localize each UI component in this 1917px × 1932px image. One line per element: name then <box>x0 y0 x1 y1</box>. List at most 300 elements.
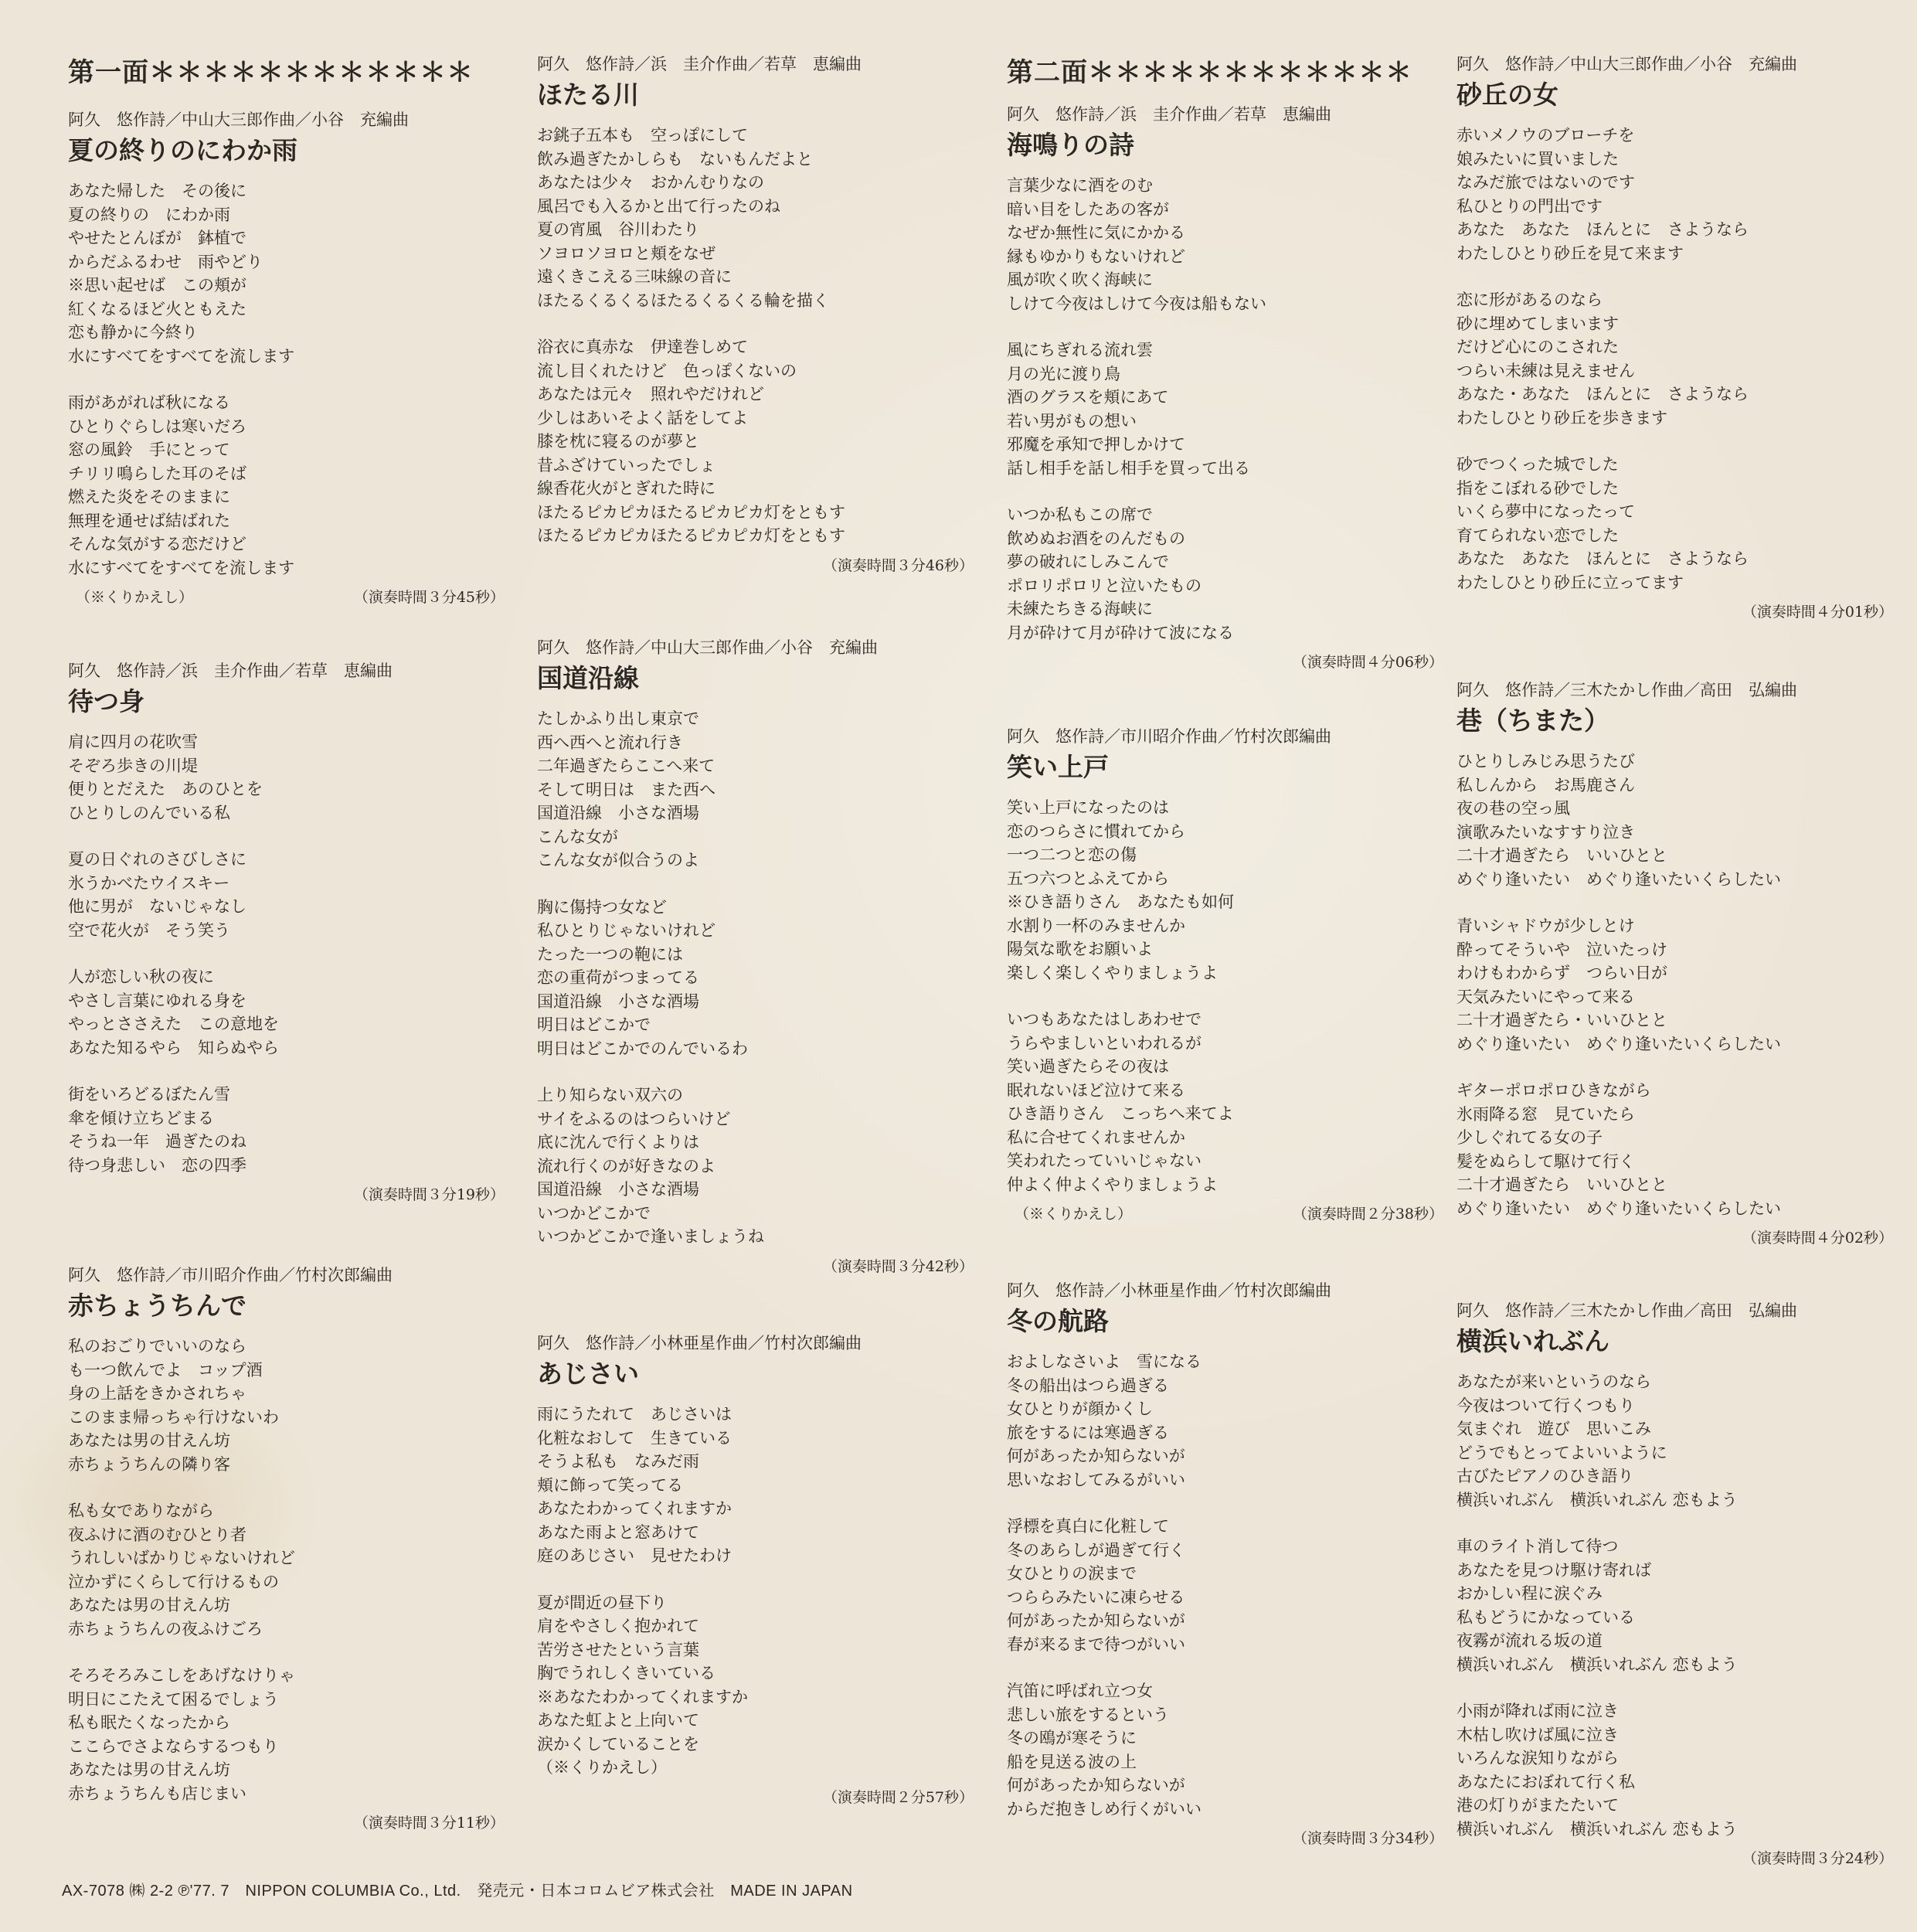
lyric-line: 明日はどこかで <box>537 1015 651 1034</box>
play-time: （演奏時間３分46秒） <box>822 556 974 574</box>
lyric-line: 笑い過ぎたらその夜は <box>1007 1057 1169 1076</box>
lyric-line: なみだ旅ではないのです <box>1456 173 1635 192</box>
song-block <box>537 1332 974 1809</box>
lyric-stanza <box>1007 1008 1443 1196</box>
lyric-line: 夏の宵風 谷川わたり <box>537 220 699 239</box>
lyric-line: 底に沈んで行くよりは <box>537 1133 699 1151</box>
song-block <box>537 636 974 1278</box>
lyric-line: 私に合せてくれませんか <box>1007 1128 1185 1147</box>
play-time: （演奏時間４分02秒） <box>1742 1230 1893 1247</box>
lyric-line: あなたは男の甘えん坊 <box>68 1596 230 1614</box>
song-title: ほたる川 <box>537 80 639 110</box>
lyric-line: ほたるピカピカほたるピカピカ灯をともす <box>537 526 845 545</box>
lyric-line: 恋も静かに今終り <box>68 323 198 342</box>
lyric-line: 国道沿線 小さな酒場 <box>537 804 699 822</box>
lyric-line: 冬のあらしが過ぎて行く <box>1007 1540 1185 1560</box>
lyric-line: 仲よく仲よくやりましょうよ <box>1007 1175 1218 1194</box>
song-title: 笑い上戸 <box>1007 752 1109 782</box>
lyric-line: 邪魔を承知で押しかけて <box>1007 435 1185 454</box>
song-credit: 阿久 悠作詩／小林亜星作曲／竹村次郎編曲 <box>537 1334 862 1352</box>
lyric-line: わたしひとり砂丘を歩きます <box>1456 408 1667 427</box>
lyric-line: 夏の日ぐれのさびしさに <box>68 850 246 869</box>
lyric-line: あなた雨よと窓あけて <box>537 1522 699 1542</box>
lyric-line: 庭のあじさい 見せたわけ <box>537 1546 732 1565</box>
lyric-line: 今夜はついて行くつもり <box>1456 1396 1635 1415</box>
song-footer <box>537 554 974 577</box>
lyric-stanza <box>1007 796 1443 985</box>
lyric-line: ※ひき語りさん あなたも如何 <box>1007 893 1234 911</box>
song-credit: 阿久 悠作詩／三木たかし作曲／高田 弘編曲 <box>1456 681 1797 699</box>
song-credit: 阿久 悠作詩／市川昭介作曲／竹村次郎編曲 <box>68 1266 393 1284</box>
lyric-line: 涙かくしていることを <box>537 1734 699 1753</box>
lyric-line: 若い男がもの想い <box>1007 411 1137 430</box>
song-block <box>1007 1279 1443 1850</box>
lyric-line: 流し目くれたけど 色っぽくないの <box>537 361 797 380</box>
lyric-line: 私もどうにかなっている <box>1456 1607 1635 1627</box>
lyric-line: あなたが来いというのなら <box>1456 1372 1651 1391</box>
lyric-line: 女ひとりの涙まで <box>1007 1564 1137 1583</box>
lyric-line: 笑われたっていいじゃない <box>1007 1151 1202 1170</box>
lyric-line: あなた虹よと上向いて <box>537 1711 699 1730</box>
lyric-line: 縁もゆかりもないけれど <box>1007 247 1185 266</box>
lyric-line: 二十才過ぎたら・いいひとと <box>1456 1011 1667 1029</box>
lyric-line: ※あなたわかってくれますか <box>537 1687 748 1706</box>
lyric-line: ここらでさよならするつもり <box>68 1736 279 1756</box>
song-block <box>1456 1299 1893 1870</box>
lyric-line: 横浜いれぶん 横浜いれぶん 恋もよう <box>1456 1490 1738 1509</box>
lyric-line: も一つ飲んでよ コップ酒 <box>68 1360 263 1379</box>
lyric-line: 私ひとりの門出です <box>1456 196 1603 216</box>
lyric-stanza <box>537 1083 974 1249</box>
lyric-line: 気まぐれ 遊び 思いこみ <box>1456 1420 1651 1438</box>
lyric-stanza <box>1007 1515 1443 1656</box>
lyric-line: ポロリポロリと泣いたもの <box>1007 576 1202 595</box>
lyric-line: ほたるピカピカほたるピカピカ灯をともす <box>537 502 845 522</box>
song-block <box>68 1264 505 1835</box>
lyric-line: そして明日は また西へ <box>537 780 715 799</box>
lyric-line: 飲み過ぎたかしらも ないもんだよと <box>537 149 813 168</box>
lyric-stanza <box>1007 338 1443 480</box>
lyric-stanza <box>1007 1679 1443 1821</box>
lyric-stanza <box>537 1403 974 1568</box>
song-credit: 阿久 悠作詩／浜 圭介作曲／若草 恵編曲 <box>68 662 393 680</box>
lyric-line: 何があったか知らないが <box>1007 1447 1185 1465</box>
lyric-line: 西へ西へと流れ行き <box>537 733 683 752</box>
play-time: （演奏時間３分11秒） <box>353 1815 505 1832</box>
lyric-line: お銚子五本も 空っぽにして <box>537 126 748 145</box>
lyric-line: なぜか無性に気にかかる <box>1007 223 1185 242</box>
repeat-note: （※くりかえし） <box>76 589 194 606</box>
lyric-line: 雨にうたれて あじさいは <box>537 1405 732 1423</box>
lyric-line: からだ抱きしめ行くがいい <box>1007 1799 1202 1818</box>
lyric-line: 一つ二つと恋の傷 <box>1007 845 1137 864</box>
lyric-line: 旅をするには寒過ぎる <box>1007 1423 1169 1442</box>
lyric-line: 私のおごりでいいのなら <box>68 1337 246 1355</box>
lyric-line: そんな気がする恋だけど <box>68 535 246 553</box>
lyric-line: いつか私もこの席で <box>1007 505 1153 524</box>
lyric-line: 青いシャドウが少しとけ <box>1456 917 1635 935</box>
lyric-line: わたしひとり砂丘を見て来ます <box>1456 243 1684 263</box>
lyric-stanza <box>1456 124 1893 265</box>
lyric-line: 流れ行くのが好きなのよ <box>537 1156 715 1175</box>
lyric-line: あなたにおぼれて行く私 <box>1456 1772 1635 1791</box>
lyric-line: 赤ちょうちんの夜ふけごろ <box>68 1619 263 1638</box>
song-footer <box>1456 1847 1893 1870</box>
lyric-line: 風が吹く吹く海峡に <box>1007 270 1153 289</box>
lyric-line: 五つ六つとふえてから <box>1007 869 1169 888</box>
lyric-line: あなたわかってくれますか <box>537 1499 732 1518</box>
song-credit: 阿久 悠作詩／浜 圭介作曲／若草 恵編曲 <box>537 55 862 73</box>
lyric-line: そうね一年 過ぎたのね <box>68 1132 246 1151</box>
song-block <box>1456 679 1893 1250</box>
lyric-line: 肩をやさしく抱かれて <box>537 1617 699 1635</box>
lyric-line: 車のライト消して待つ <box>1456 1537 1619 1556</box>
lyric-line: 赤ちょうちんの隣り客 <box>68 1454 230 1474</box>
lyric-line: 氷雨降る窓 見ていたら <box>1456 1104 1635 1124</box>
lyric-line: 遠くきこえる三味線の音に <box>537 267 732 286</box>
lyric-line: つららみたいに凍らせる <box>1007 1587 1185 1607</box>
lyric-line: 他に男が ないじゃなし <box>68 897 246 916</box>
lyric-line: しけて今夜はしけて今夜は船もない <box>1007 294 1266 313</box>
lyric-line: 木枯し吹けば風に泣き <box>1456 1725 1619 1744</box>
lyric-line: 娘みたいに買いました <box>1456 149 1619 168</box>
lyric-stanza <box>1456 1079 1893 1220</box>
side-b-header: 第二面＊＊＊＊＊＊＊＊＊＊＊＊ <box>1007 57 1412 88</box>
song-block <box>68 108 505 609</box>
song-title: 夏の終りのにわか雨 <box>68 135 297 165</box>
song-footer <box>1456 600 1893 624</box>
lyric-stanza <box>1007 1350 1443 1492</box>
lyric-line: 国道沿線 小さな酒場 <box>537 992 699 1011</box>
lyric-line: 二十才過ぎたら いいひとと <box>1456 1175 1667 1194</box>
lyric-stanza <box>68 1335 505 1476</box>
lyric-line: 港の灯りがまたたいて <box>1456 1796 1619 1815</box>
lyric-line: 砂に埋めてしまいます <box>1456 314 1619 333</box>
lyric-line: 髪をぬらして駆けて行く <box>1456 1151 1635 1171</box>
lyric-line: そうよ私も なみだ雨 <box>537 1452 699 1471</box>
lyric-line: 冬の鴎が寒そうに <box>1007 1729 1137 1747</box>
song-title: 海鳴りの詩 <box>1007 130 1134 160</box>
lyric-stanza <box>1007 174 1443 315</box>
play-time: （演奏時間３分19秒） <box>353 1186 505 1203</box>
lyric-stanza <box>1456 914 1893 1056</box>
lyric-line: どうでもとってよいいように <box>1456 1443 1667 1462</box>
lyric-line: 言葉少なに酒をのむ <box>1007 176 1153 195</box>
song-footer <box>1456 1226 1893 1250</box>
lyric-line: 紅くなるほど火ともえた <box>68 299 246 318</box>
song-footer <box>537 1786 974 1809</box>
lyric-line: いつかどこかで <box>537 1203 651 1223</box>
lyric-line: 浮標を真白に化粧して <box>1007 1517 1169 1536</box>
song-credit: 阿久 悠作詩／小林亜星作曲／竹村次郎編曲 <box>1007 1281 1331 1300</box>
lyric-line: ひとりしのんでいる私 <box>68 803 230 822</box>
lyric-line: わけもわからず つらい日が <box>1456 964 1667 982</box>
lyric-line: 演歌みたいなすすり泣き <box>1456 822 1636 842</box>
play-time: （演奏時間４分01秒） <box>1742 604 1893 621</box>
lyric-line: 線香花火がとぎれた時に <box>537 479 715 498</box>
lyric-line: 私しんから お馬鹿さん <box>1456 775 1635 794</box>
song-block <box>1456 53 1893 624</box>
lyric-line: 風呂でも入るかと出て行ったのね <box>537 196 780 216</box>
lyric-line: 上り知らない双六の <box>537 1086 683 1104</box>
lyric-line: 眠れないほど泣けて来る <box>1007 1080 1185 1100</box>
lyric-line: 氷うかべたウイスキー <box>68 873 230 893</box>
lyric-line: 明日にこたえて困るでしょう <box>68 1689 279 1709</box>
lyric-line: 未練たちきる海峡に <box>1007 600 1153 618</box>
lyric-line: うれしいばかりじゃないけれど <box>68 1549 295 1567</box>
lyric-line: めぐり逢いたい めぐり逢いたいくらしたい <box>1456 1199 1781 1218</box>
song-credit: 阿久 悠作詩／中山大三郎作曲／小谷 充編曲 <box>537 638 878 657</box>
lyric-line: 夜霧が流れる坂の道 <box>1456 1631 1603 1650</box>
song-title: 国道沿線 <box>537 663 639 693</box>
footer-catalog-info: AX-7078 ㈱ 2-2 ℗'77. 7 NIPPON COLUMBIA Co., Ltd. 発売元・日本コロムビア株式会社 MADE IN JAPAN <box>62 1883 853 1900</box>
lyric-line: 横浜いれぶん 横浜いれぶん 恋もよう <box>1456 1819 1738 1838</box>
lyric-line: 思いなおしてみるがいい <box>1007 1470 1185 1489</box>
play-time: （演奏時間３分45秒） <box>353 589 505 606</box>
lyric-stanza <box>68 1499 505 1641</box>
lyric-stanza <box>68 391 505 580</box>
lyric-line: 昔ふざけていったでしょ <box>537 455 715 474</box>
lyric-line: チリリ鳴らした耳のそば <box>68 464 246 483</box>
lyric-line: あなた知るやら 知らぬやら <box>68 1038 279 1057</box>
lyric-line: 水割り一杯のみませんか <box>1007 916 1185 935</box>
lyric-line: 肩に四月の花吹雪 <box>68 733 198 751</box>
play-time: （演奏時間２分38秒） <box>1292 1206 1443 1223</box>
lyric-line: ひとりぐらしは寒いだろ <box>68 417 246 436</box>
lyric-line: 赤いメノウのブローチを <box>1456 126 1635 145</box>
lyric-line: 私も女でありながら <box>68 1502 214 1520</box>
lyric-line: 化粧なおして 生きている <box>537 1428 732 1447</box>
lyric-stanza <box>68 730 505 825</box>
lyric-line: 膝を枕に寝るのが夢と <box>537 432 699 451</box>
lyric-line: やせたとんぼが 鉢植で <box>68 229 246 247</box>
lyric-line: そぞろ歩きの川堤 <box>68 756 198 775</box>
lyric-line: あなた あなた ほんとに さようなら <box>1456 220 1749 239</box>
lyric-line: 楽しく楽しくやりましょうよ <box>1007 963 1218 982</box>
lyric-line: 指をこぼれる砂でした <box>1456 478 1619 498</box>
song-block <box>537 53 974 577</box>
song-title: 赤ちょうちんで <box>68 1291 246 1321</box>
lyric-line: 水にすべてをすべてを流します <box>68 558 295 577</box>
lyric-line: からだふるわせ 雨やどり <box>68 252 263 271</box>
lyric-line: 風にちぎれる流れ雲 <box>1007 341 1153 359</box>
lyric-line: ※思い起せば この頬が <box>68 276 246 294</box>
lyric-line: たった一つの鞄には <box>537 944 683 964</box>
lyric-line: 胸でうれしくきいている <box>537 1664 715 1682</box>
lyric-line: 何があったか知らないが <box>1007 1776 1185 1794</box>
lyric-line: 月の光に渡り鳥 <box>1007 364 1120 383</box>
play-time: （演奏時間２分57秒） <box>822 1788 974 1806</box>
lyric-line: ほたるくるくるほたるくるくる輪を描く <box>537 291 829 310</box>
lyric-line: あなたは少々 おかんむりなの <box>537 173 764 192</box>
lyric-line: 空で花火が そう笑う <box>68 920 230 940</box>
lyric-line: 夏の終りの にわか雨 <box>68 205 230 224</box>
lyric-stanza <box>1456 1535 1893 1676</box>
lyric-stanza <box>537 1591 974 1780</box>
lyric-stanza <box>68 1664 505 1805</box>
lyric-line: あなたを見つけ駆け寄れば <box>1456 1560 1651 1580</box>
lyric-stanza <box>68 1083 505 1177</box>
lyric-line: 古びたピアノのひき語り <box>1456 1467 1634 1485</box>
play-time: （演奏時間４分06秒） <box>1292 654 1443 671</box>
lyric-line: あなた帰した その後に <box>68 182 246 200</box>
song-footer <box>1007 651 1443 674</box>
lyric-line: 女ひとりが顔かくし <box>1007 1400 1153 1418</box>
lyric-line: 胸に傷持つ女など <box>537 897 667 917</box>
lyric-line: うらやましいといわれるが <box>1007 1033 1202 1053</box>
play-time: （演奏時間３分24秒） <box>1742 1850 1893 1867</box>
lyric-line: 横浜いれぶん 横浜いれぶん 恋もよう <box>1456 1655 1738 1674</box>
lyric-line: 傘を傾け立ちどまる <box>68 1108 214 1128</box>
lyric-line: 水にすべてをすべてを流します <box>68 346 295 366</box>
lyric-line: 話し相手を話し相手を買って出る <box>1007 458 1250 478</box>
play-time: （演奏時間３分42秒） <box>822 1257 974 1275</box>
song-block <box>1007 725 1443 1226</box>
lyric-line: 夏が間近の昼下り <box>537 1593 667 1612</box>
song-footer <box>1007 1827 1443 1850</box>
lyric-line: めぐり逢いたい めぐり逢いたいくらしたい <box>1456 869 1781 889</box>
lyric-line: 夜ふけに酒のむひとり者 <box>68 1525 246 1544</box>
lyric-line: 夢の破れにしみこんで <box>1007 553 1169 571</box>
play-time: （演奏時間３分34秒） <box>1292 1830 1443 1847</box>
lyric-line: 二十才過ぎたら いいひとと <box>1456 846 1667 865</box>
lyric-line: 国道沿線 小さな酒場 <box>537 1180 699 1199</box>
lyric-line: 陽気な歌をお願いよ <box>1007 940 1153 958</box>
lyric-stanza <box>1456 1370 1893 1512</box>
lyric-line: およしなさいよ 雪になる <box>1007 1352 1202 1371</box>
lyric-line: いろんな涙知りながら <box>1456 1749 1619 1767</box>
lyric-line: 春が来るまで待つがいい <box>1007 1634 1185 1654</box>
song-footer <box>68 1811 505 1835</box>
repeat-note: （※くりかえし） <box>1015 1206 1133 1223</box>
song-title: 横浜いれぶん <box>1456 1326 1609 1356</box>
lyric-line: 少しぐれてる女の子 <box>1456 1128 1603 1147</box>
lyric-stanza <box>1456 288 1893 430</box>
song-title: 待つ身 <box>68 686 144 716</box>
lyric-line: 夜の巷の空っ風 <box>1456 799 1570 818</box>
song-credit: 阿久 悠作詩／中山大三郎作曲／小谷 充編曲 <box>1456 55 1797 73</box>
lyric-stanza <box>68 179 505 368</box>
lyric-line: 待つ身悲しい 恋の四季 <box>68 1155 246 1175</box>
lyric-line: 砂でつくった城でした <box>1456 455 1619 474</box>
lyric-line: 二年過ぎたらここへ来て <box>537 757 715 775</box>
lyric-line: 雨があがれば秋になる <box>68 393 230 412</box>
song-credit: 阿久 悠作詩／市川昭介作曲／竹村次郎編曲 <box>1007 727 1331 746</box>
lyric-line: やさし言葉にゆれる身を <box>68 991 246 1010</box>
lyric-line: 何があったか知らないが <box>1007 1611 1185 1630</box>
lyric-line: いつもあなたはしあわせで <box>1007 1010 1202 1029</box>
lyric-stanza <box>537 896 974 1061</box>
lyric-line: やっとささえた この意地を <box>68 1015 279 1033</box>
lyric-line: 小雨が降れば雨に泣き <box>1456 1702 1619 1720</box>
lyric-line: （※くりかえし） <box>537 1758 667 1777</box>
song-footer <box>1007 1202 1443 1226</box>
lyric-line: 私ひとりじゃないけれど <box>537 921 715 940</box>
column-1 <box>68 53 505 1832</box>
lyric-stanza <box>1456 453 1893 594</box>
lyric-line: 天気みたいにやって来る <box>1456 987 1635 1006</box>
lyric-line: 明日はどこかでのんでいるわ <box>537 1039 748 1058</box>
song-block <box>68 659 505 1206</box>
lyric-line: サイをふるのはつらいけど <box>537 1109 731 1128</box>
lyric-line: あなたは男の甘えん坊 <box>68 1760 230 1779</box>
lyric-line: 船を見送る波の上 <box>1007 1752 1137 1771</box>
lyric-line: いつかどこかで逢いましょうね <box>537 1227 764 1246</box>
lyric-stanza <box>537 707 974 872</box>
lyric-line: あなたは元々 照れやだけれど <box>537 385 764 403</box>
lyric-line: 赤ちょうちんも店じまい <box>68 1784 246 1803</box>
lyric-line: 恋のつらさに慣れてから <box>1007 821 1185 841</box>
song-block <box>1007 103 1443 674</box>
song-title: あじさい <box>537 1359 639 1389</box>
lyric-line: だけど心にのこされた <box>1456 338 1619 356</box>
lyric-line: 酒のグラスを頬にあて <box>1007 388 1169 406</box>
lyric-line: 街をいろどるぼたん雪 <box>68 1085 230 1104</box>
lyric-line: 笑い上戸になったのは <box>1007 798 1169 817</box>
lyric-line: ひとりしみじみ思うたび <box>1456 752 1635 770</box>
lyric-line: こんな女が <box>537 827 618 846</box>
lyric-line: たしかふり出し東京で <box>537 709 699 728</box>
lyric-line: ソヨロソヨロと頬をなぜ <box>537 243 715 263</box>
lyric-line: 人が恋しい秋の夜に <box>68 968 214 986</box>
lyric-line: 恋に形があるのなら <box>1456 291 1603 309</box>
lyric-stanza <box>537 335 974 548</box>
song-title: 冬の航路 <box>1007 1306 1109 1336</box>
song-footer <box>537 1255 974 1278</box>
lyric-line: あなた・あなた ほんとに さようなら <box>1456 385 1749 403</box>
lyric-line: そろそろみこしをあげなけりゃ <box>68 1666 295 1685</box>
lyric-line: 苦労させたという言葉 <box>537 1640 699 1659</box>
lyric-stanza <box>1456 1699 1893 1841</box>
lyric-line: 燃えた炎をそのままに <box>68 488 230 506</box>
lyric-line: おかしい程に涙ぐみ <box>1456 1584 1603 1603</box>
song-credit: 阿久 悠作詩／三木たかし作曲／高田 弘編曲 <box>1456 1301 1797 1320</box>
lyric-stanza <box>1456 750 1893 891</box>
lyric-line: 育てられない恋でした <box>1456 526 1619 545</box>
lyric-line: 頬に飾って笑ってる <box>537 1475 683 1495</box>
lyric-line: わたしひとり砂丘に立ってます <box>1456 573 1684 592</box>
lyric-line: 泣かずにくらして行けるもの <box>68 1572 279 1591</box>
side-a-header: 第一面＊＊＊＊＊＊＊＊＊＊＊＊ <box>68 57 474 88</box>
lyric-line: 身の上話をきかされちゃ <box>68 1384 246 1403</box>
lyric-line: 月が砕けて月が砕けて波になる <box>1007 623 1234 642</box>
lyric-line: 暗い目をしたあの客が <box>1007 199 1169 219</box>
lyric-line: 私も眠たくなったから <box>68 1713 230 1732</box>
lyric-stanza <box>1007 503 1443 645</box>
lyric-line: あなたは男の甘えん坊 <box>68 1431 230 1450</box>
lyric-line: 恋の重荷がつまってる <box>537 968 699 987</box>
lyric-line: ギターポロポロひきながら <box>1456 1081 1651 1100</box>
lyric-line: こんな女が似合うのよ <box>537 851 699 869</box>
lyric-line: 便りとだえた あのひとを <box>68 780 263 798</box>
lyric-stanza <box>68 848 505 942</box>
column-3 <box>1007 53 1443 1847</box>
lyric-line: 冬の船出はつら過ぎる <box>1007 1376 1169 1395</box>
lyric-stanza <box>68 965 505 1060</box>
lyric-line: 窓の風鈴 手にとって <box>68 440 230 459</box>
lyric-line: このまま帰っちゃ行けないわ <box>68 1407 279 1427</box>
lyric-line: 無理を通せば結ばれた <box>68 511 230 530</box>
lyric-line: 悲しい旅をするという <box>1007 1705 1169 1724</box>
lyric-line: 飲めぬお酒をのんだもの <box>1007 529 1185 548</box>
song-title: 砂丘の女 <box>1456 80 1558 110</box>
lyric-line: いくら夢中になったって <box>1456 502 1635 521</box>
lyric-line: めぐり逢いたい めぐり逢いたいくらしたい <box>1456 1034 1781 1053</box>
song-footer <box>68 1183 505 1206</box>
lyric-line: あなた あなた ほんとに さようなら <box>1456 549 1749 568</box>
lyric-line: 少しはあいそよく話をしてよ <box>537 408 748 427</box>
lyric-stanza <box>537 124 974 312</box>
